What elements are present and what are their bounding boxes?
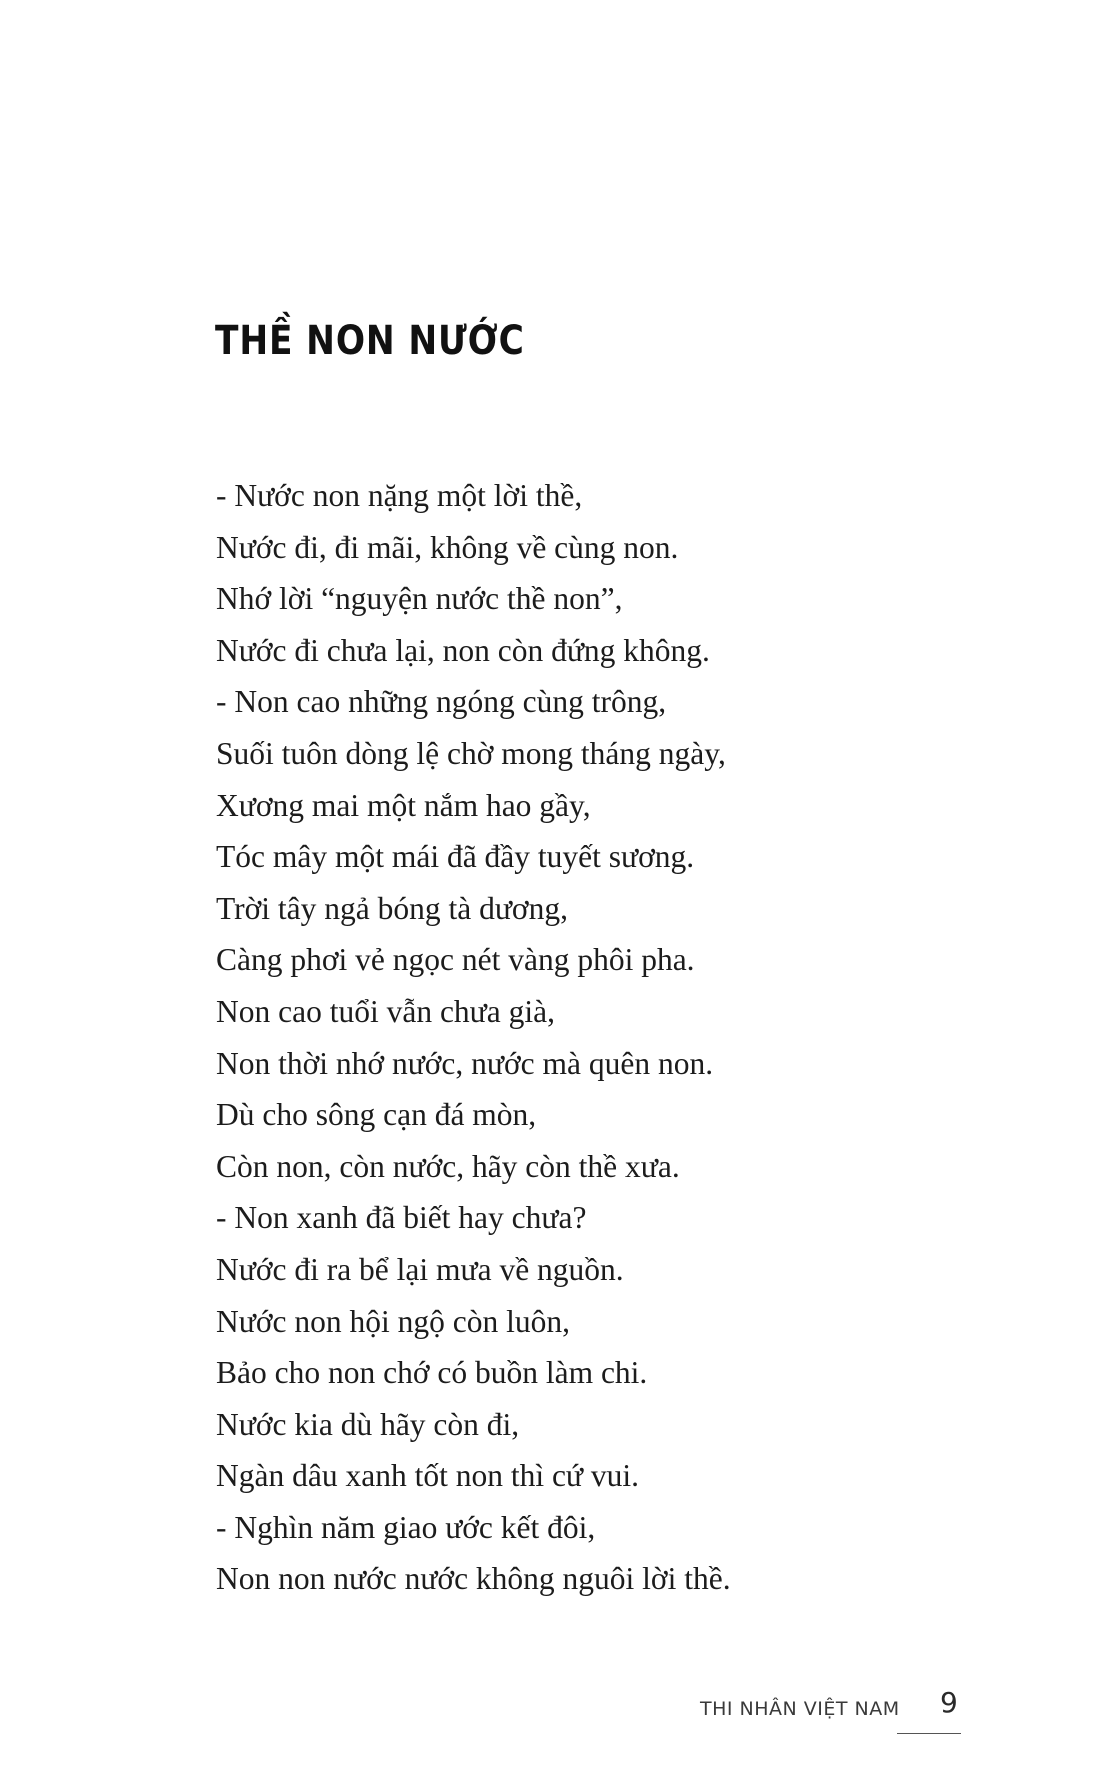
poem-line: Nước non hội ngộ còn luôn, xyxy=(216,1303,570,1339)
poem-line: Non non nước nước không nguôi lời thề. xyxy=(216,1561,731,1597)
poem-title: THỀ NON NƯỚC xyxy=(215,318,525,364)
poem-line: Càng phơi vẻ ngọc nét vàng phôi pha. xyxy=(216,942,695,978)
poem-line: Non thời nhớ nước, nước mà quên non. xyxy=(216,1045,714,1081)
poem-line: - Nước non nặng một lời thề, xyxy=(216,478,583,513)
poem-line: Còn non, còn nước, hãy còn thề xưa. xyxy=(216,1148,680,1184)
poem-line: Suối tuôn dòng lệ chờ mong tháng ngày, xyxy=(216,735,726,771)
running-footer-book-title: THI NHÂN VIỆT NAM xyxy=(700,1698,900,1720)
poem-line: Tóc mây một mái đã đầy tuyết sương. xyxy=(216,839,695,875)
poem-line: Xương mai một nắm hao gầy, xyxy=(216,787,591,823)
poem-line: Non cao tuổi vẫn chưa già, xyxy=(216,993,555,1029)
poem-line: Nước đi chưa lại, non còn đứng không. xyxy=(216,632,710,668)
poem-line: Bảo cho non chớ có buồn làm chi. xyxy=(216,1355,648,1391)
poem-line: Nhớ lời “nguyện nước thề non”, xyxy=(216,581,623,617)
poem-line: Nước kia dù hãy còn đi, xyxy=(216,1406,520,1442)
page-number: 9 xyxy=(940,1686,958,1719)
poem-body xyxy=(216,470,731,1605)
poem-line: - Non cao những ngóng cùng trông, xyxy=(216,684,667,720)
poem-line: Nước đi, đi mãi, không về cùng non. xyxy=(216,529,679,565)
poem-line: Trời tây ngả bóng tà dương, xyxy=(216,890,568,926)
footer-divider xyxy=(897,1733,961,1734)
poem-line: Ngàn dâu xanh tốt non thì cứ vui. xyxy=(216,1458,640,1494)
poem-line: Dù cho sông cạn đá mòn, xyxy=(216,1097,537,1133)
poem-line: - Non xanh đã biết hay chưa? xyxy=(216,1200,587,1236)
poem-line: - Nghìn năm giao ước kết đôi, xyxy=(216,1509,596,1545)
poem-line: Nước đi ra bể lại mưa về nguồn. xyxy=(216,1251,624,1287)
